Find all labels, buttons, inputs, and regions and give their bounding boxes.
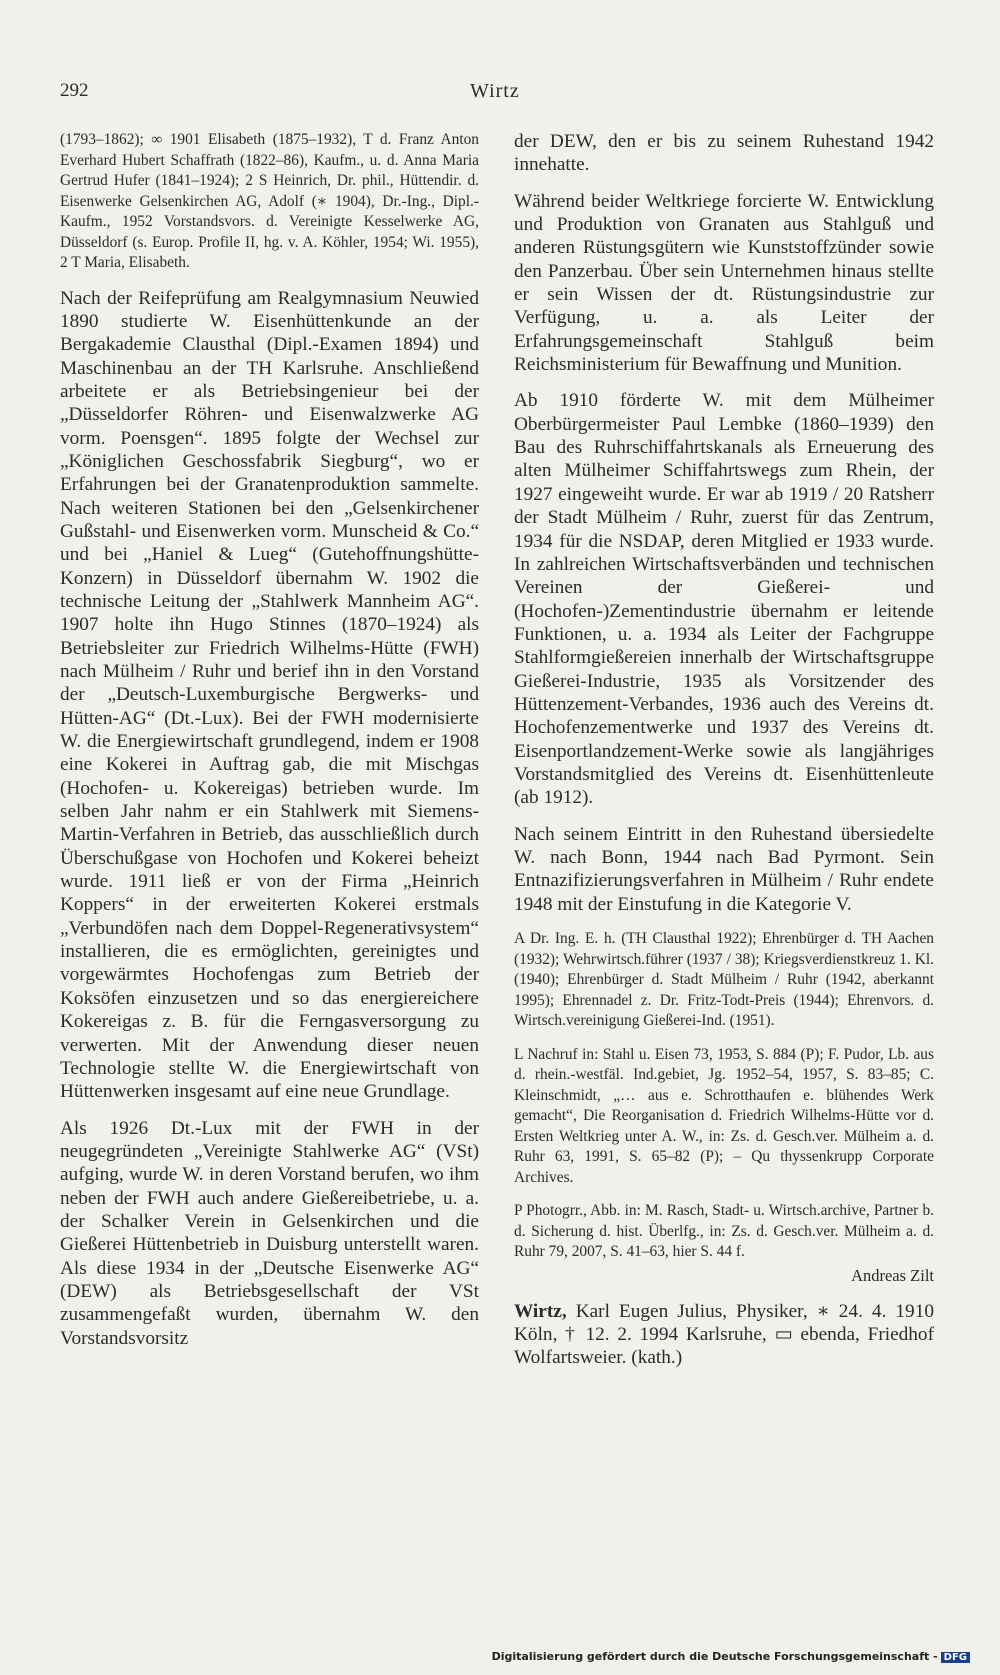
author-signature: Andreas Zilt (851, 1265, 934, 1285)
genealogy-paragraph: (1793–1862); ∞ 1901 Elisabeth (1875–1932), T d. Franz Anton Everhard Hubert Schaffrath (1822–86), Kaufm., u. d. Anna Maria Gertrud Hufer (1841–1924); 2 S Heinrich, Dr. phil., Hüttendir. d. Eisenwerke Gelsenkirchen AG, Adolf (∗ 1904), Dr.-Ing., Dipl.-Kaufm., 1952 Vorstandsvors. d. Vereinigte Kesselwerke AG, Düsseldorf (s. Europ. Profile II, hg. v. A. Köhler, 1954; Wi. 1955), 2 T Maria, Elisabeth. (60, 131, 479, 271)
retirement-paragraph: Nach seinem Eintritt in den Ruhestand übersiedelte W. nach Bonn, 1944 nach Bad Pyrmont. Sein Entnazifizierungsverfahren in Mülheim / Ruhr endete 1948 mit der Einstufung in die Kategorie V. (514, 823, 934, 915)
footer-text: Digitalisierung gefördert durch die Deutsche Forschungsgemeinschaft - (491, 1650, 938, 1663)
portrait-note: P Photogrr., Abb. in: M. Rasch, Stadt- u. Wirtsch.archive, Partner b. d. Sicherung d. hist. Überlfg., in: Zs. d. Gesch.ver. Mülheim a. d. Ruhr 79, 2007, S. 41–63, hier S. 44 f. (514, 1202, 934, 1260)
literature-note: L Nachruf in: Stahl u. Eisen 73, 1953, S. 884 (P); F. Pudor, Lb. aus d. rhein.-westfäl. Ind.gebiet, Jg. 1952–54, 1957, S. 83–85; C. Kleinschmidt, „… aus e. Schrotthaufen e. blühendes Werk gemacht“, Die Reorganisation d. Friedrich Wilhelms-Hütte vor d. Ersten Weltkrieg unter A. W., in: Zs. d. Gesch.ver. Mülheim a. d. Ruhr 63, 1991, S. 65–82 (P); – Qu thyssenkrupp Corporate Archives. (514, 1045, 934, 1186)
dew-paragraph: der DEW, den er bis zu seinem Ruhestand 1942 innehatte. (514, 131, 934, 176)
page-number: 292 (60, 80, 89, 101)
right-column (514, 130, 934, 1370)
dfg-logo: DFG (941, 1652, 970, 1663)
next-entry-name: Wirtz, (514, 1300, 567, 1322)
left-column (60, 130, 479, 1350)
next-entry-text: Karl Eugen Julius, Physiker, ∗ 24. 4. 1910 Köln, † 12. 2. 1994 Karlsruhe, ▭ ebenda, Friedhof Wolfartsweier. (kath.) (514, 1300, 934, 1369)
digitization-footer (492, 1650, 970, 1663)
next-entry (514, 1300, 934, 1370)
honors-note: A Dr. Ing. E. h. (TH Clausthal 1922); Ehrenbürger d. TH Aachen (1932); Wehrwirtsch.führer (1937 / 38); Kriegsverdienstkreuz 1. Kl. (1940); Ehrenbürger d. Stadt Mülheim / Ruhr (1942, aberkannt 1995); Ehrennadel z. Dr. Fritz-Todt-Preis (1944); Ehrenvors. d. Wirtsch.vereinigung Gießerei-Ind. (1951). (514, 930, 934, 1029)
canal-paragraph: Ab 1910 förderte W. mit dem Mülheimer Oberbürgermeister Paul Lembke (1860–1939) den Bau des Ruhrschiffahrtskanals als Erneuerung des alten Mülheimer Schiffahrtswegs zum Rhein, der 1927 eingeweiht wurde. Er war ab 1919 / 20 Ratsherr der Stadt Mülheim / Ruhr, zuerst für das Zentrum, 1934 für die NSDAP, deren Mitglied er 1933 wurde. In zahlreichen Wirtschaftsverbänden und technischen Vereinen der Gießerei- und (Hochofen-)Zementindustrie übernahm er leitende Funktionen, u. a. 1934 als Leiter der Fachgruppe Stahlformgießereien innerhalb der Wirtschaftsgruppe Gießerei-Industrie, 1935 als Vorsitzender des Hüttenzement-Verbandes, 1936 auch des Vereins dt. Hochofenzementwerke und 1937 des Vereins dt. Eisenportlandzement-Werke sowie als langjähriges Vorstandsmitglied des Vereins dt. Eisenhüttenleute (ab 1912). (514, 390, 934, 809)
running-head: Wirtz (470, 80, 520, 102)
vst-paragraph: Als 1926 Dt.-Lux mit der FWH in der neugegründeten „Vereinigte Stahlwerke AG“ (VSt) aufging, wurde W. in deren Vorstand berufen, wo ihm neben der FWH auch andere Gießereibetriebe, u. a. der Schalker Verein in Gelsenkirchen und die Gießerei Hüttenbetrieb in Duisburg unterstellt waren. Als diese 1934 in der „Deutsche Eisenwerke AG“ (DEW) als Betriebsgesellschaft der VSt zusammengefaßt wurden, übernahm W. den Vorstandsvorsitz (60, 1117, 479, 1349)
war-paragraph: Während beider Weltkriege forcierte W. Entwicklung und Produktion von Granaten aus Stahlguß und anderen Rüstungsgütern wie Kunststoffzünder sowie den Panzerbau. Über sein Unternehmen hinaus stellte er sein Wissen der dt. Rüstungsindustrie zur Verfügung, u. a. als Leiter der Erfahrungsgemeinschaft Stahlguß beim Reichsministerium für Bewaffnung und Munition. (514, 190, 934, 376)
career-paragraph: Nach der Reifeprüfung am Realgymnasium Neuwied 1890 studierte W. Eisenhüttenkunde an der Bergakademie Clausthal (Dipl.-Examen 1894) und Maschinenbau an der TH Karlsruhe. Anschließend arbeitete er als Betriebsingenieur bei der „Düsseldorfer Röhren- und Eisenwalzwerke AG vorm. Poensgen“. 1895 folgte der Wechsel zur „Königlichen Geschossfabrik Siegburg“, wo er Erfahrungen bei der Granatenproduktion sammelte. Nach weiteren Stationen bei den „Gelsenkirchener Gußstahl- und Eisenwerken vorm. Munscheid & Co.“ und bei „Haniel & Lueg“ (Gutehoffnungshütte-Konzern) in Düsseldorf übernahm W. 1902 die technische Leitung der „Stahlwerk Mannheim AG“. 1907 holte ihn Hugo Stinnes (1870–1924) als Betriebsleiter zur Friedrich Wilhelms-Hütte (FWH) nach Mülheim / Ruhr und berief ihn in den Vorstand der „Deutsch-Luxemburgische Bergwerks- und Hütten-AG“ (Dt.-Lux). Bei der FWH modernisierte W. die Energiewirtschaft grundlegend, indem er 1908 eine Kokerei in Auftrag gab, die mit Mischgas (Hochofen- u. Kokereigas) betrieben wurde. Im selben Jahr nahm er ein Stahlwerk mit Siemens-Martin-Verfahren in Betrieb, das ausschließlich durch Überschußgase von Hochofen und Kokerei beheizt wurde. 1911 ließ er von der Firma „Heinrich Koppers“ in der erweiterten Kokerei erstmals „Verbundöfen nach dem Doppel-Regenerativsystem“ installieren, die es ermöglichten, gereinigtes und vorgewärmtes Hochofengas zum Betrieb der Koksöfen einzusetzen und so das energiereichere Kokereigas z. B. für die Ferngasversorgung zu verwerten. Mit der Anwendung dieser neuen Technologie stellte W. die Energiewirtschaft von Hüttenwerken insgesamt auf eine neue Grundlage. (60, 287, 479, 1103)
